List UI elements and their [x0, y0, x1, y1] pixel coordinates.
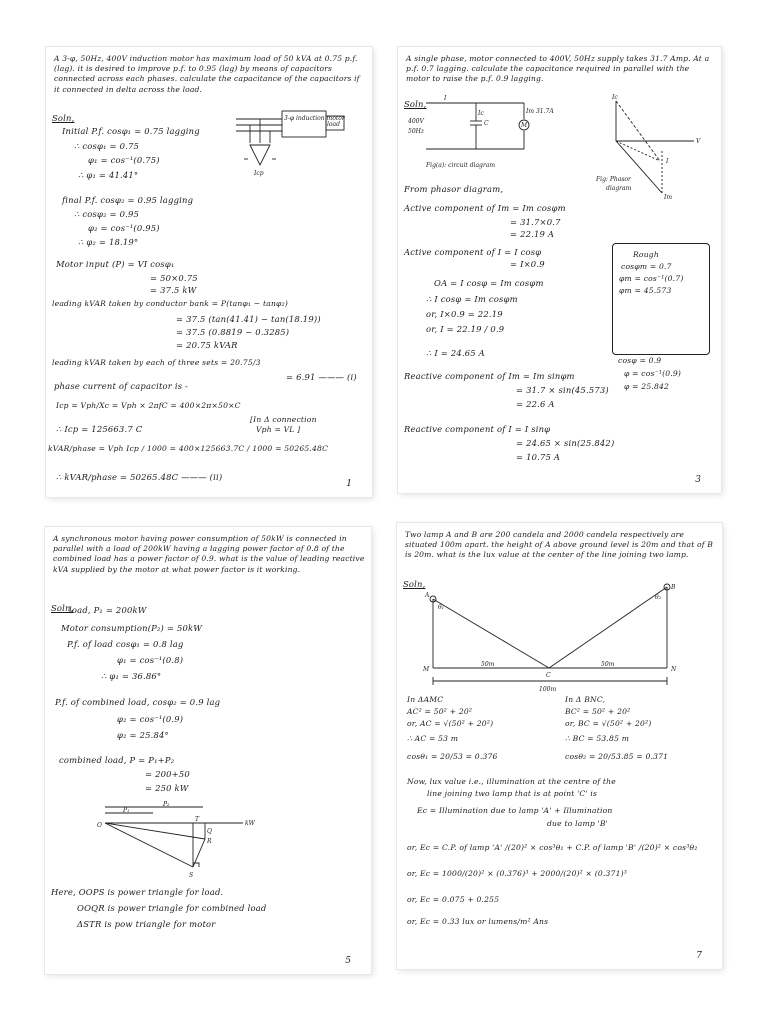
right-calc-line: cosθ₂ = 20/53.85 = 0.371: [565, 752, 669, 761]
right-calc-line: BC² = 50² + 20²: [565, 707, 631, 716]
step-line: or, I×0.9 = 22.19: [426, 309, 503, 319]
phasor-i-label: I: [666, 158, 669, 165]
right-calc-line: ∴ BC = 53.85 m: [565, 734, 630, 743]
motor-symbol-label: M: [521, 122, 528, 129]
step-line: Reactive component of I = I sinφ: [404, 424, 551, 434]
motor-label: 3-φ induction motor: [284, 115, 345, 122]
lamp-a-label: A: [425, 592, 430, 599]
rough-line: φm = cos⁻¹(0.7): [619, 274, 684, 283]
point-o-label: O: [97, 822, 102, 829]
point-n-label: N: [671, 666, 677, 673]
step-line: = 50×0.75: [150, 273, 198, 283]
step-line: or, Ec = 0.075 + 0.255: [407, 895, 500, 904]
step-line: ∴ φ₁ = 36.86°: [101, 671, 162, 681]
step-line: [In Δ connection: [250, 415, 317, 424]
icp-label: Icp: [254, 170, 264, 177]
page-number: 5: [345, 956, 351, 966]
question-text: Two lamp A and B are 200 candela and 2000 candela respectively are situated 100m apart. the height of A above ground level is 20m and that of B is 20m. what is the lux value at the center of the line joining two lamp.: [405, 530, 713, 560]
step-line: load, P₁ = 200kW: [69, 605, 147, 615]
step-line: Active component of I = I cosφ: [404, 247, 542, 257]
step-line: Icp = Vph/Xc = Vph × 2πfC = 400×2π×50×C: [56, 401, 241, 410]
point-s-label: S: [189, 872, 194, 879]
step-line: P.f. of combined load, cosφ₂ = 0.9 lag: [55, 697, 221, 707]
step-line: φ₁ = cos⁻¹(0.8): [117, 655, 184, 665]
step-line: due to lamp 'B': [547, 819, 608, 828]
step-line: Now, lux value i.e., illumination at the centre of the: [407, 777, 616, 786]
left-calc-line: or, AC = √(50² + 20²): [407, 719, 494, 728]
notebook-page-5: [45, 527, 371, 974]
step-line: = 31.7×0.7: [510, 217, 561, 227]
lamp-geometry-diagram: [411, 585, 701, 695]
step-line: combined load, P = P₁+P₂: [59, 755, 175, 765]
step-line: φ₂ = cos⁻¹(0.95): [88, 223, 160, 233]
step-line: φ₂ = 25.84°: [117, 730, 169, 740]
step-line: Motor input (P) = VI cosφ₁: [56, 259, 175, 269]
step-line: ΔSTR is pow triangle for motor: [77, 919, 216, 929]
step-line: = 24.65 × sin(25.842): [516, 438, 615, 448]
solution-label: Soln,: [404, 99, 427, 109]
notebook-page-7: [397, 523, 722, 969]
step-line: = 37.5 (tan(41.41) − tan(18.19)): [176, 314, 321, 324]
step-line: phase current of capacitor is -: [54, 381, 189, 391]
rough-line: φ = cos⁻¹(0.9): [624, 369, 682, 378]
page-number: 1: [346, 479, 352, 489]
solution-label: Soln,: [403, 579, 426, 589]
step-line: = I×0.9: [510, 259, 545, 269]
p2-label: P₂: [163, 801, 170, 808]
point-r-label: R: [207, 838, 212, 845]
phasor-v-label: V: [696, 138, 701, 145]
load-label: load: [327, 121, 340, 128]
page-number: 3: [695, 475, 701, 485]
notebook-page-1: [46, 47, 372, 497]
step-line: = 37.5 (0.8819 − 0.3285): [176, 327, 290, 337]
step-line: = 10.75 A: [516, 452, 561, 462]
p1-label: P₁: [123, 807, 130, 814]
step-line: final P.f. cosφ₂ = 0.95 lagging: [62, 195, 194, 205]
step-line: ∴ I = 24.65 A: [426, 348, 485, 358]
step-line: = 6.91 ——— (i): [286, 372, 357, 382]
delta-capacitor-circuit-diagram: [226, 109, 346, 179]
lamp-b-label: B: [671, 584, 676, 591]
rough-line: φ = 25.842: [624, 382, 670, 391]
rough-line: cosφ = 0.9: [618, 356, 662, 365]
current-ic-label: Ic: [478, 110, 484, 117]
point-q-label: Q: [207, 828, 212, 835]
left-calc-line: ∴ AC = 53 m: [407, 734, 459, 743]
rough-line: cosφm = 0.7: [621, 262, 672, 271]
point-t-label: T: [195, 816, 200, 823]
point-c-label: C: [546, 672, 551, 679]
current-i-label: I: [444, 95, 447, 102]
step-line: ∴ φ₁ = 41.41°: [78, 170, 139, 180]
step-line: ∴ φ₂ = 18.19°: [78, 237, 139, 247]
phasor-ic-label: Ic: [612, 94, 618, 101]
step-line: Here, OOPS is power triangle for load.: [51, 887, 224, 897]
rough-line: φm = 45.573: [619, 286, 672, 295]
phasor-im-label: Im: [664, 194, 673, 201]
step-line: Initial P.f. cosφ₁ = 0.75 lagging: [62, 126, 200, 136]
theta2-label: θ₂: [655, 594, 662, 601]
kw-axis-label: kW: [245, 820, 255, 827]
current-im-label: Im 31.7A: [526, 108, 554, 115]
frequency-label: 50Hz: [408, 128, 425, 135]
rough-work-box: [612, 243, 710, 355]
solution-label: Soln,: [52, 113, 75, 123]
distance-cn-label: 50m: [601, 661, 615, 668]
step-line: line joining two lamp that is at point 'C' is: [427, 789, 598, 798]
step-line: ∴ cosφ₁ = 0.75: [74, 141, 140, 151]
step-line: = 37.5 kW: [150, 285, 197, 295]
step-line: or, Ec = C.P. of lamp 'A' /(20)² × cos³θ₁ + C.P. of lamp 'B' /(20)² × cos³θ₂: [407, 843, 698, 852]
step-line: = 250 kW: [145, 783, 189, 793]
circuit-diagram: [406, 93, 554, 171]
phasor-diagram: [596, 91, 706, 201]
voltage-label: 400V: [408, 118, 424, 125]
question-text: A synchronous motor having power consumption of 50kW is connected in parallel with a load of 200kW having a lagging power factor of 0.8 of the combined load has a power factor of 0.9. what is the value of leading reactive kVA supplied by the motor at what power factor is it working.: [53, 534, 365, 574]
step-line: Vph = VL ]: [256, 425, 301, 434]
step-line: ∴ kVAR/phase = 50265.48C ——— (ii): [56, 472, 223, 482]
step-line: or, Ec = 1000/(20)² × (0.376)³ + 2000/(20)² × (0.371)³: [407, 869, 628, 878]
step-line: leading kVAR taken by each of three sets = 20.75/3: [52, 358, 261, 367]
phasor-caption-1: Fig: Phasor: [596, 176, 631, 183]
step-line: From phasor diagram,: [404, 184, 504, 194]
left-calc-line: AC² = 50² + 20²: [407, 707, 473, 716]
rough-line: Rough: [633, 250, 659, 259]
point-m-label: M: [423, 666, 430, 673]
step-line: kVAR/phase = Vph Icp / 1000 = 400×125663.7C / 1000 = 50265.48C: [48, 444, 329, 453]
step-line: φ₂ = cos⁻¹(0.9): [117, 714, 184, 724]
step-line: OOQR is power triangle for combined load: [77, 903, 267, 913]
question-text: A 3-φ, 50Hz, 400V induction motor has maximum load of 50 kVA at 0.75 p.f.(lag). it is desired to improve p.f. to 0.95 (lag) by means of capacitors connected across each phases. calculate the capacitance of the capacitors if it connected in delta across the load.: [54, 54, 360, 94]
distance-mc-label: 50m: [481, 661, 495, 668]
question-text: A single phase, motor connected to 400V, 50Hz supply takes 31.7 Amp. At a p.f. 0.7 lagging. calculate the capacitance required in parallel with the motor to raise the p.f. 0.9 lagging.: [406, 54, 710, 84]
step-line: Active component of Im = Im cosφm: [404, 203, 566, 213]
step-line: = 31.7 × sin(45.573): [516, 385, 609, 395]
step-line: φ₁ = cos⁻¹(0.75): [88, 155, 160, 165]
right-calc-line: or, BC = √(50² + 20²): [565, 719, 652, 728]
step-line: = 200+50: [145, 769, 190, 779]
step-line: ∴ I cosφ = Im cosφm: [426, 294, 518, 304]
step-line: ∴ cosφ₂ = 0.95: [74, 209, 140, 219]
solution-label: Soln,: [51, 603, 74, 613]
step-line: OA = I cosφ = Im cosφm: [434, 278, 544, 288]
step-line: leading kVAR taken by conductor bank = P(tanφ₁ − tanφ₂): [52, 299, 288, 308]
capacitor-label: C: [484, 120, 489, 127]
step-line: = 22.19 A: [510, 229, 555, 239]
step-line: = 22.6 A: [516, 399, 555, 409]
power-triangle-diagram: [93, 803, 263, 883]
left-calc-line: In ΔAMC: [407, 695, 444, 704]
page-number: 7: [696, 951, 702, 961]
step-line: P.f. of load cosφ₁ = 0.8 lag: [67, 639, 184, 649]
step-line: = 20.75 kVAR: [176, 340, 238, 350]
step-line: or, I = 22.19 / 0.9: [426, 324, 505, 334]
total-distance-label: 100m: [539, 686, 557, 693]
circuit-caption: Fig(a): circuit diagram: [426, 162, 496, 169]
step-line: or, Ec = 0.33 lux or lumens/m² Ans: [407, 917, 549, 926]
step-line: Reactive component of Im = Im sinφm: [404, 371, 575, 381]
left-calc-line: cosθ₁ = 20/53 = 0.376: [407, 752, 498, 761]
step-line: ∴ Icp = 125663.7 C: [56, 424, 143, 434]
phasor-caption-2: diagram: [606, 185, 632, 192]
theta1-label: θ₁: [438, 604, 445, 611]
right-calc-line: In Δ BNC,: [565, 695, 606, 704]
step-line: Ec = Illumination due to lamp 'A' + Illumination: [417, 806, 613, 815]
notebook-page-3: [398, 47, 721, 493]
step-line: Motor consumption(P₂) = 50kW: [61, 623, 203, 633]
